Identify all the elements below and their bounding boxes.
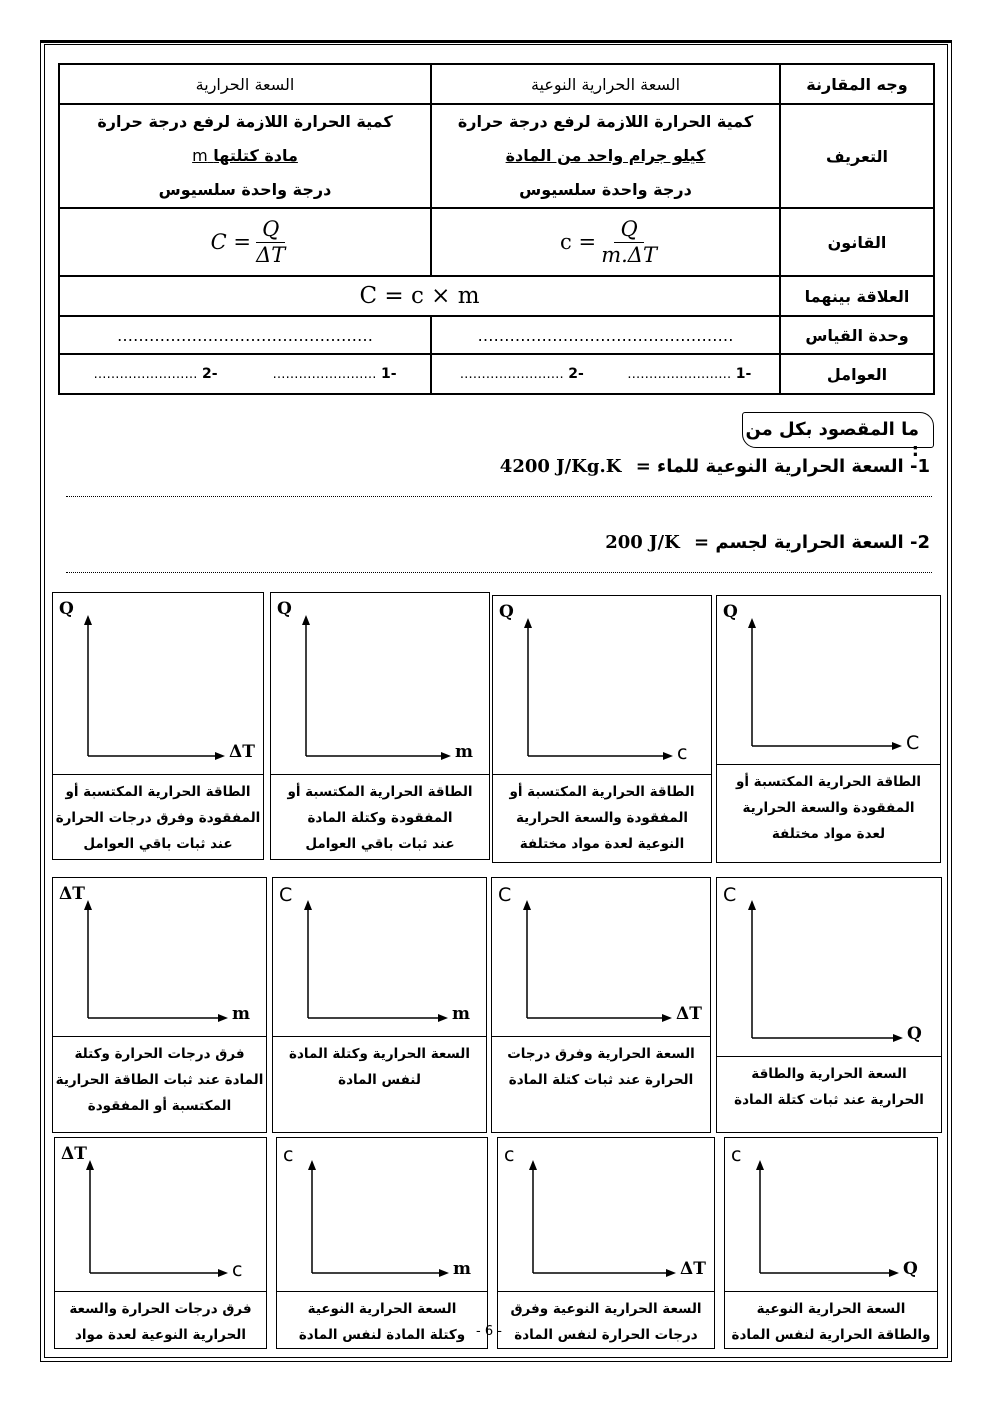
header-aspect: وجه المقارنة — [780, 64, 934, 104]
y-axis-arrow — [84, 900, 92, 910]
y-axis-arrow — [308, 1160, 316, 1170]
graph-box — [54, 1137, 267, 1349]
relation-formula: C = c × m — [59, 276, 780, 316]
y-axis-arrow — [756, 1160, 764, 1170]
y-axis-label: C — [498, 884, 512, 906]
x-axis-label: m — [232, 1004, 250, 1024]
factor-blank: …………………… — [93, 367, 198, 382]
factor-blank: …………………… — [459, 367, 564, 382]
graph-caption — [53, 774, 263, 859]
factor-number: -2 — [201, 366, 218, 382]
y-axis-label: C — [723, 884, 737, 906]
y-axis-label: c — [504, 1144, 515, 1166]
law-capacity-lhs: C = — [210, 230, 252, 254]
y-axis-label: c — [731, 1144, 742, 1166]
x-axis-arrow — [439, 1269, 449, 1277]
meaning-question-2 — [605, 532, 930, 553]
x-axis-arrow — [892, 742, 902, 750]
factor-capacity-1[interactable] — [273, 366, 397, 382]
caption-line: عند ثبات باقي العوامل — [305, 836, 455, 852]
law-specific-lhs: c = — [560, 230, 597, 254]
x-axis-label: ΔT — [680, 1259, 706, 1279]
definition-capacity-m: m — [192, 146, 208, 165]
y-axis-arrow — [523, 900, 531, 910]
graph-caption — [271, 774, 489, 859]
y-axis-arrow — [748, 618, 756, 628]
caption-line: والطاقة الحرارية لنفس المادة — [731, 1327, 931, 1343]
unit-capacity-blank[interactable]: ………………………………………… — [59, 316, 431, 354]
factor-number: -1 — [380, 366, 397, 382]
graph-box — [491, 877, 711, 1133]
meaning-question-1 — [500, 456, 930, 477]
definition-capacity — [59, 104, 431, 208]
caption-line: المفقودة والسعة الحرارية — [742, 800, 915, 816]
factor-number: -1 — [735, 366, 752, 382]
graph-caption — [492, 1036, 710, 1132]
row-factors-label: العوامل — [780, 354, 934, 394]
x-axis-arrow — [218, 1014, 228, 1022]
unit-specific-blank[interactable]: ………………………………………… — [431, 316, 780, 354]
x-axis-arrow — [666, 1269, 676, 1277]
factor-number: -2 — [568, 366, 584, 382]
comparison-table — [58, 63, 935, 395]
graph-caption — [717, 1056, 941, 1132]
page-number: - 6 - — [476, 1324, 502, 1339]
graph-caption — [55, 1291, 266, 1348]
x-axis-label: m — [455, 742, 473, 762]
graph-box — [724, 1137, 938, 1349]
meaning-title-scroll: ما المقصود بكل من : — [742, 412, 934, 448]
definition-specific-line3: درجة واحدة سلسيوس — [519, 180, 692, 199]
definition-capacity-line1: كمية الحرارة اللازمة لرفع درجة حرارة — [97, 112, 393, 131]
x-axis-label: m — [453, 1259, 471, 1279]
factor-capacity-2[interactable] — [94, 366, 218, 382]
y-axis-arrow — [529, 1160, 537, 1170]
x-axis-arrow — [215, 752, 225, 760]
caption-line: الطاقة الحرارية المكتسبة أو — [287, 784, 473, 800]
factors-capacity — [59, 354, 431, 394]
caption-line: درجات الحرارة لنفس المادة — [514, 1327, 698, 1343]
x-axis-arrow — [893, 1034, 903, 1042]
caption-line: المكتسبة أو المفقودة — [87, 1098, 232, 1114]
x-axis-label: Q — [903, 1259, 918, 1279]
caption-line: الطاقة الحرارية المكتسبة أو — [65, 784, 251, 800]
header-specific-heat: السعة الحرارية النوعية — [431, 64, 780, 104]
law-specific-denominator: m.ΔT — [601, 242, 657, 267]
law-specific-fraction — [601, 217, 657, 268]
graph-caption — [725, 1291, 937, 1348]
caption-line: السعة الحرارية النوعية — [756, 1301, 906, 1317]
y-axis-arrow — [304, 900, 312, 910]
caption-line: وكتلة المادة لنفس المادة — [298, 1327, 466, 1343]
caption-line: السعة الحرارية وفرق درجات — [507, 1046, 695, 1062]
x-axis-arrow — [663, 752, 673, 760]
caption-line: المفقودة والسعة الحرارية — [515, 810, 689, 826]
x-axis-arrow — [441, 752, 451, 760]
definition-capacity-line2 — [66, 139, 424, 173]
y-axis-label: ΔT — [61, 1144, 87, 1164]
answer-line-2[interactable] — [66, 572, 932, 573]
definition-specific-line1: كمية الحرارة اللازمة لرفع درجة حرارة — [457, 112, 754, 131]
x-axis-label: C — [906, 732, 920, 754]
row-definition-label: التعريف — [780, 104, 934, 208]
header-heat-capacity: السعة الحرارية — [59, 64, 431, 104]
x-axis-label: c — [677, 742, 688, 764]
y-axis-label: Q — [499, 602, 514, 622]
caption-line: النوعية لعدة مواد مختلفة — [519, 836, 685, 852]
definition-specific — [431, 104, 780, 208]
graph-caption — [277, 1291, 487, 1348]
answer-line-1[interactable] — [66, 496, 932, 497]
y-axis-label: Q — [277, 599, 292, 619]
law-capacity — [59, 208, 431, 276]
x-axis-arrow — [662, 1014, 672, 1022]
graph-caption — [493, 774, 711, 862]
graph-box — [276, 1137, 488, 1349]
definition-specific-line2: كيلو جرام واحد من المادة — [505, 146, 706, 165]
factor-blank: …………………… — [272, 367, 377, 382]
caption-line: السعة الحرارية النوعية — [307, 1301, 457, 1317]
factors-specific — [431, 354, 780, 394]
row-relation-label: العلاقة بينهما — [780, 276, 934, 316]
y-axis-label: Q — [723, 602, 738, 622]
law-specific — [431, 208, 780, 276]
question-1-text: 1- السعة الحرارية النوعية للماء = — [635, 456, 930, 477]
question-2-value: 200 J/K — [605, 532, 680, 553]
x-axis-label: c — [232, 1259, 243, 1281]
graph-box — [270, 592, 490, 860]
caption-line: عند ثبات باقي العوامل — [83, 836, 233, 852]
graph-box — [272, 877, 487, 1133]
law-capacity-fraction — [256, 217, 285, 268]
graph-box — [52, 877, 267, 1133]
graph-caption — [498, 1291, 714, 1348]
factor-specific-1[interactable] — [627, 366, 751, 382]
x-axis-label: ΔT — [676, 1004, 702, 1024]
row-law-label: القانون — [780, 208, 934, 276]
graph-box — [716, 877, 942, 1133]
y-axis-label: C — [279, 884, 293, 906]
graph-box — [52, 592, 264, 860]
y-axis-arrow — [302, 615, 310, 625]
y-axis-arrow — [86, 1160, 94, 1170]
row-unit-label: وحدة القياس — [780, 316, 934, 354]
y-axis-arrow — [84, 615, 92, 625]
graph-box — [497, 1137, 715, 1349]
caption-line: السعة الحرارية وكتلة المادة — [289, 1046, 470, 1062]
caption-line: الطاقة الحرارية المكتسبة أو — [509, 784, 695, 800]
x-axis-label: ΔT — [229, 742, 255, 762]
law-specific-numerator: Q — [614, 217, 643, 243]
caption-line: المفقودة وفرق درجات الحرارة — [55, 810, 261, 826]
graph-box — [492, 595, 712, 863]
y-axis-arrow — [748, 900, 756, 910]
factor-specific-2[interactable] — [460, 366, 584, 382]
y-axis-label: c — [283, 1144, 294, 1166]
definition-capacity-mass-text: مادة كتلتها — [213, 146, 298, 165]
graph-caption — [717, 764, 940, 862]
caption-line: الحرارة عند ثبات كتلة المادة — [508, 1072, 694, 1088]
y-axis-label: ΔT — [59, 884, 85, 904]
x-axis-label: Q — [907, 1024, 922, 1044]
x-axis-arrow — [889, 1269, 899, 1277]
factor-blank: …………………… — [627, 367, 732, 382]
caption-line: لنفس المادة — [338, 1072, 421, 1088]
y-axis-arrow — [524, 618, 532, 628]
question-2-text: 2- السعة الحرارية لجسم = — [694, 532, 930, 553]
graph-box — [716, 595, 941, 863]
caption-line: لعدة مواد مختلفة — [771, 826, 886, 842]
caption-line: الحرارية النوعية لعدة مواد — [74, 1327, 246, 1343]
x-axis-arrow — [438, 1014, 448, 1022]
graph-caption — [273, 1036, 486, 1132]
caption-line: الحرارية عند ثبات كتلة المادة — [734, 1092, 924, 1108]
caption-line: الطاقة الحرارية المكتسبة أو — [735, 774, 922, 790]
x-axis-label: m — [452, 1004, 470, 1024]
definition-capacity-line3: درجة واحدة سلسيوس — [158, 180, 332, 199]
x-axis-arrow — [218, 1269, 228, 1277]
question-1-value: 4200 J/Kg.K — [499, 456, 622, 477]
caption-line: المفقودة وكتلة المادة — [307, 810, 453, 826]
caption-line: السعة الحرارية والطاقة — [751, 1066, 907, 1082]
law-capacity-numerator: Q — [256, 217, 285, 243]
caption-line: فرق درجات الحرارة والسعة — [69, 1301, 252, 1317]
caption-line: المادة عند ثبات الطاقة الحرارية — [55, 1072, 264, 1088]
law-capacity-denominator: ΔT — [256, 242, 286, 267]
caption-line: السعة الحرارية النوعية وفرق — [510, 1301, 702, 1317]
graph-caption — [53, 1036, 266, 1132]
y-axis-label: Q — [59, 599, 74, 619]
caption-line: فرق درجات الحرارة وكتلة — [74, 1046, 245, 1062]
